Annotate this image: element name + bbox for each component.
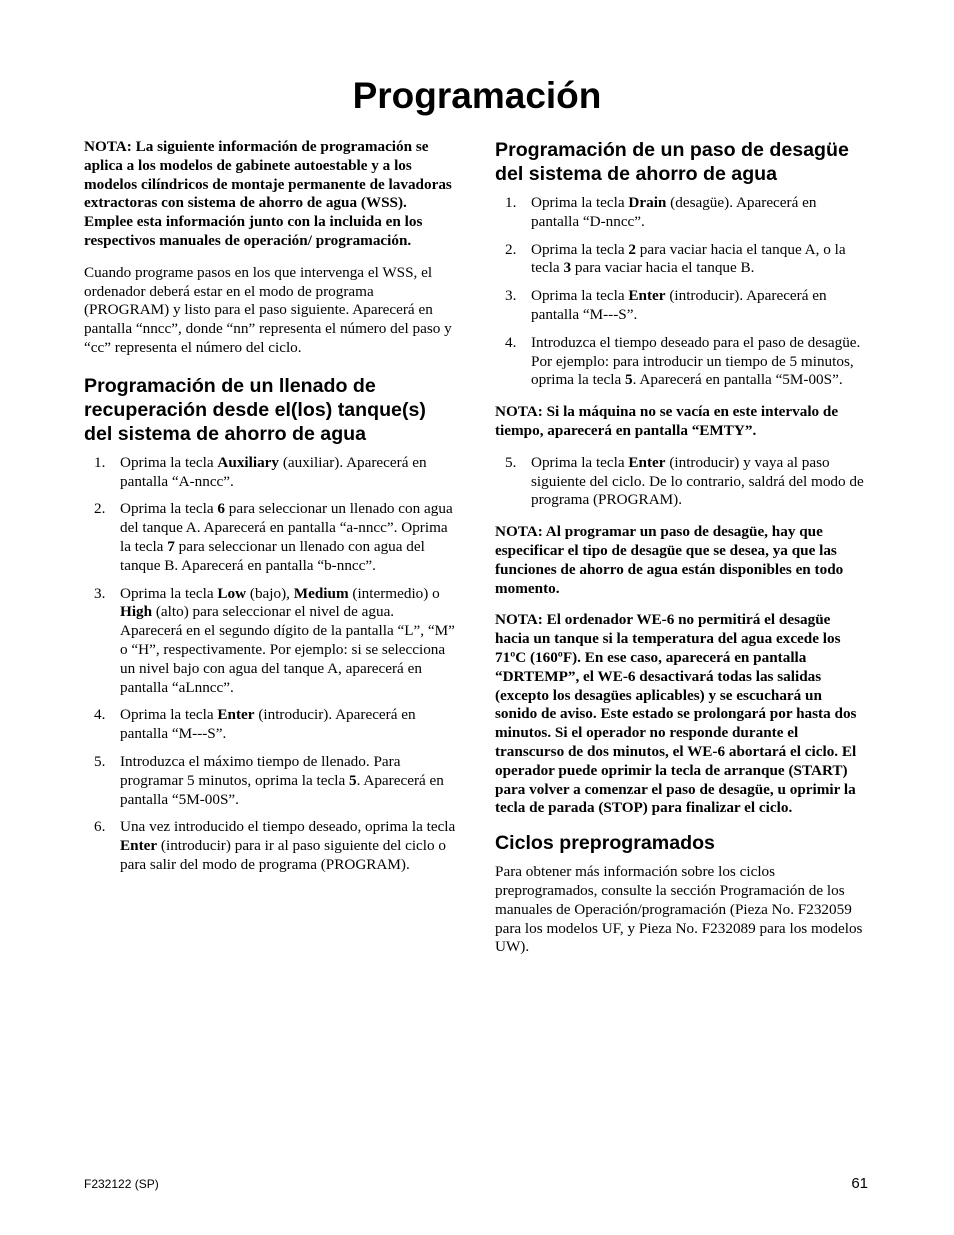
key-name: 5 bbox=[625, 371, 633, 389]
step-text: Una vez introducido el tiempo deseado, oprima la tecla bbox=[120, 818, 456, 836]
step-text: Oprima la tecla bbox=[531, 240, 629, 258]
step-number: 6. bbox=[94, 818, 106, 836]
step-text: Oprima la tecla bbox=[531, 453, 629, 471]
preprogrammed-paragraph: Para obtener más información sobre los ciclos preprogramados, consulte la sección Programación de los manuales de Operación/programación (Pieza No. F232059 para los modelos UF, y Pieza No. F232089 para los modelos UW). bbox=[495, 863, 863, 956]
step-text: Introduzca el tiempo deseado para el paso de desagüe. Por ejemplo: para introducir un tiempo de 5 minutos, oprima la tecla bbox=[531, 333, 861, 389]
key-name: 2 bbox=[628, 240, 636, 258]
step-text: (desagüe). Aparecerá en pantalla “D-nncc”. bbox=[531, 194, 817, 230]
step-number: 2. bbox=[94, 500, 106, 518]
step-text: para seleccionar un llenado con agua del tanque A. Aparecerá en pantalla “a-nncc”. Oprima la tecla bbox=[120, 500, 453, 555]
step-number: 1. bbox=[94, 453, 106, 471]
step-text: Oprima la tecla bbox=[531, 287, 629, 305]
drain-steps-list-continued bbox=[495, 454, 867, 510]
left-column bbox=[84, 138, 456, 884]
list-item bbox=[84, 454, 456, 492]
step-number: 3. bbox=[505, 287, 517, 305]
key-name: High bbox=[120, 603, 153, 621]
step-text: Oprima la tecla bbox=[120, 453, 218, 471]
step-text: Oprima la tecla bbox=[531, 194, 629, 211]
key-name: Enter bbox=[628, 453, 666, 471]
note-temperature: NOTA: El ordenador WE-6 no permitirá el desagüe hacia un tanque si la temperatura del agua excede los 71ºC (160ºF). En ese caso, aparecerá en pantalla “DRTEMP”, el WE-6 desactivará todas las salidas (excepto los desagües aplicables) y se escuchará un sonido de aviso. Este estado se prolongará por hasta dos minutos. Si el operador no responde durante el transcurso de dos minutos, el WE-6 abortará el ciclo. El operador puede oprimir la tecla de arranque (START) para volver a comenzar el paso de desagüe, u oprimir la tecla de parada (STOP) para finalizar el ciclo. bbox=[495, 611, 857, 817]
step-text: para vaciar hacia el tanque B. bbox=[571, 259, 755, 277]
step-number: 5. bbox=[505, 453, 517, 471]
drain-steps-list bbox=[495, 194, 867, 390]
step-text: (introducir) y vaya al paso siguiente del ciclo. De lo contrario, saldrá del modo de programa (PROGRAM). bbox=[531, 453, 864, 509]
step-text: (introducir). Aparecerá en pantalla “M---S”. bbox=[120, 706, 416, 743]
list-item bbox=[84, 500, 456, 575]
preprogrammed-heading: Ciclos preprogramados bbox=[495, 832, 715, 855]
step-text: Oprima la tecla bbox=[120, 706, 218, 724]
step-number: 4. bbox=[94, 706, 106, 724]
list-item bbox=[495, 334, 867, 390]
step-number: 5. bbox=[94, 752, 106, 770]
intro-paragraph: Cuando programe pasos en los que intervenga el WSS, el ordenador deberá estar en el modo de programa (PROGRAM) y listo para el paso siguiente. Aparecerá en pantalla “nncc”, donde “nn” representa el número del paso y “cc” representa el número del ciclo. bbox=[84, 263, 452, 356]
list-item bbox=[495, 194, 867, 232]
key-name: Enter bbox=[628, 287, 666, 305]
step-number: 1. bbox=[505, 194, 517, 211]
key-name: 7 bbox=[167, 537, 175, 555]
step-text: Oprima la tecla bbox=[120, 500, 218, 518]
key-name: Medium bbox=[293, 584, 349, 602]
step-text: para seleccionar un llenado con agua del tanque B. Aparecerá en pantalla “b-nncc”. bbox=[120, 537, 425, 574]
list-item bbox=[495, 241, 867, 279]
page-title: Programación bbox=[352, 75, 602, 116]
step-text: (intermedio) o bbox=[348, 584, 440, 602]
key-name: Low bbox=[217, 584, 247, 602]
step-text: (alto) para seleccionar el nivel de agua. Aparecerá en el segundo dígito de la pantalla “L”, “M” o “H”, respectivamente. Por ejemplo: si se selecciona un nivel bajo con agua del tanque A, aparecerá en pantalla “aLnncc”. bbox=[120, 603, 455, 696]
list-item bbox=[84, 706, 456, 744]
list-item bbox=[84, 753, 456, 809]
key-name: Enter bbox=[120, 837, 158, 855]
step-number: 2. bbox=[505, 240, 517, 258]
step-number: 4. bbox=[505, 333, 517, 351]
step-text: . Aparecerá en pantalla “5M-00S”. bbox=[120, 771, 444, 808]
list-item bbox=[84, 818, 456, 874]
list-item bbox=[495, 287, 867, 325]
list-item bbox=[84, 585, 456, 698]
step-text: (introducir) para ir al paso siguiente del ciclo o para salir del modo de programa (PROGRAM). bbox=[120, 837, 447, 873]
document-code: F232122 (SP) bbox=[84, 1177, 159, 1191]
key-name: 5 bbox=[349, 771, 357, 789]
fill-section-heading: Programación de un llenado de recuperación desde el(los) tanque(s) del sistema de ahorro de agua bbox=[84, 374, 426, 445]
step-text: . Aparecerá en pantalla “5M-00S”. bbox=[632, 371, 843, 389]
key-name: Drain bbox=[628, 194, 667, 211]
key-name: Enter bbox=[217, 706, 255, 724]
note-emty: NOTA: Si la máquina no se vacía en este intervalo de tiempo, aparecerá en pantalla “EMTY”. bbox=[495, 403, 839, 439]
step-text: para vaciar hacia el tanque A, o la tecla bbox=[531, 240, 846, 277]
step-number: 3. bbox=[94, 584, 106, 602]
list-item bbox=[495, 454, 867, 510]
key-name: 6 bbox=[217, 500, 225, 518]
fill-steps-list bbox=[84, 454, 456, 875]
step-text: Oprima la tecla bbox=[120, 584, 218, 602]
note-drain-type: NOTA: Al programar un paso de desagüe, hay que especificar el tipo de desagüe que se desea, ya que las funciones de ahorro de agua están disponibles en todo momento. bbox=[495, 523, 844, 597]
intro-note: NOTA: La siguiente información de programación se aplica a los modelos de gabinete autoestable y a los modelos cilíndricos de montaje permanente de lavadoras extractoras con sistema de ahorro de agua (WSS). Emplee esta información junto con la incluida en los respectivos manuales de operación/ programación. bbox=[84, 138, 452, 249]
step-text: (bajo), bbox=[246, 584, 294, 602]
key-name: 3 bbox=[563, 259, 572, 277]
step-text: (introducir). Aparecerá en pantalla “M---S”. bbox=[531, 287, 827, 323]
step-text: (auxiliar). Aparecerá en pantalla “A-nncc”. bbox=[120, 453, 427, 490]
step-text: Introduzca el máximo tiempo de llenado. Para programar 5 minutos, oprima la tecla bbox=[120, 752, 401, 789]
page-number: 61 bbox=[851, 1175, 868, 1192]
key-name: Auxiliary bbox=[217, 453, 280, 471]
drain-section-heading: Programación de un paso de desagüe del sistema de ahorro de agua bbox=[495, 139, 849, 185]
right-column bbox=[495, 138, 867, 970]
